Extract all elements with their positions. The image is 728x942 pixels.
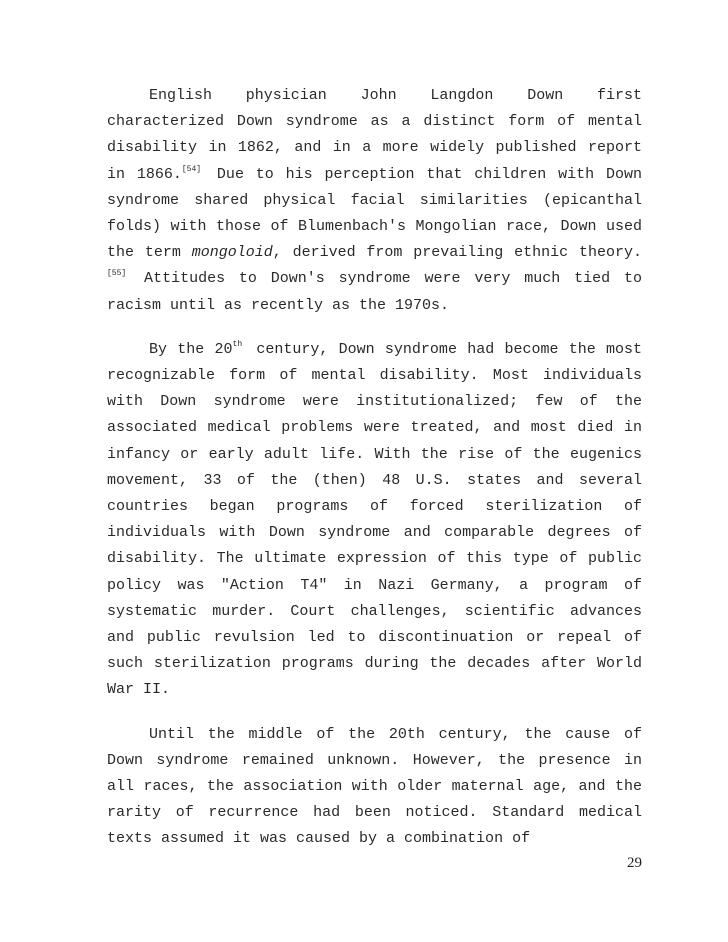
text-run: Until the middle of the 20th century, the cause of Down syndrome remained unknown. However, the presence in all races, the association with older maternal age, and the rarity of recurrence had been noticed. Standard medical texts assumed it was caused by a combination of	[107, 725, 642, 848]
text-run: , derived from prevailing ethnic theory.	[272, 244, 642, 262]
citation-superscript: th	[232, 339, 243, 349]
text-run: century, Down syndrome had become the most recognizable form of mental disability. Most individuals with Down syndrome were institutionalized; few of the associated medical problems were treated, and most died in infancy or early adult life. With the rise of the eugenics movement, 33 of the (then) 48 U.S. states and several countries began programs of forced sterilization of individuals with Down syndrome and comparable degrees of disability. The ultimate expression of this type of public policy was "Action T4" in Nazi Germany, a program of systematic murder. Court challenges, scientific advances and public revulsion led to discontinuation or repeal of such sterilization programs during the decades after World War II.	[107, 340, 642, 699]
text-run: By the 20	[149, 340, 233, 358]
citation-superscript: [55]	[107, 269, 127, 279]
body-text	[107, 83, 642, 853]
text-run: English physician John Langdon Down first characterized Down syndrome as a distinct form of mental disability in 1862, and in a more widely published report in 1866.	[107, 87, 642, 183]
text-run: Attitudes to Down's syndrome were very much tied to racism until as recently as the 1970s.	[107, 270, 642, 314]
paragraph-3	[107, 722, 642, 853]
citation-superscript: [54]	[181, 164, 202, 174]
emphasized-term: mongoloid	[191, 244, 273, 262]
paragraph-1	[107, 83, 642, 319]
paragraph-2	[107, 337, 642, 704]
text-run: Due to his perception that children with Down syndrome shared physical facial similarities (epicanthal folds) with those of Blumenbach's Mongolian race, Down used the term	[107, 165, 642, 262]
page-number: 29	[627, 855, 642, 871]
